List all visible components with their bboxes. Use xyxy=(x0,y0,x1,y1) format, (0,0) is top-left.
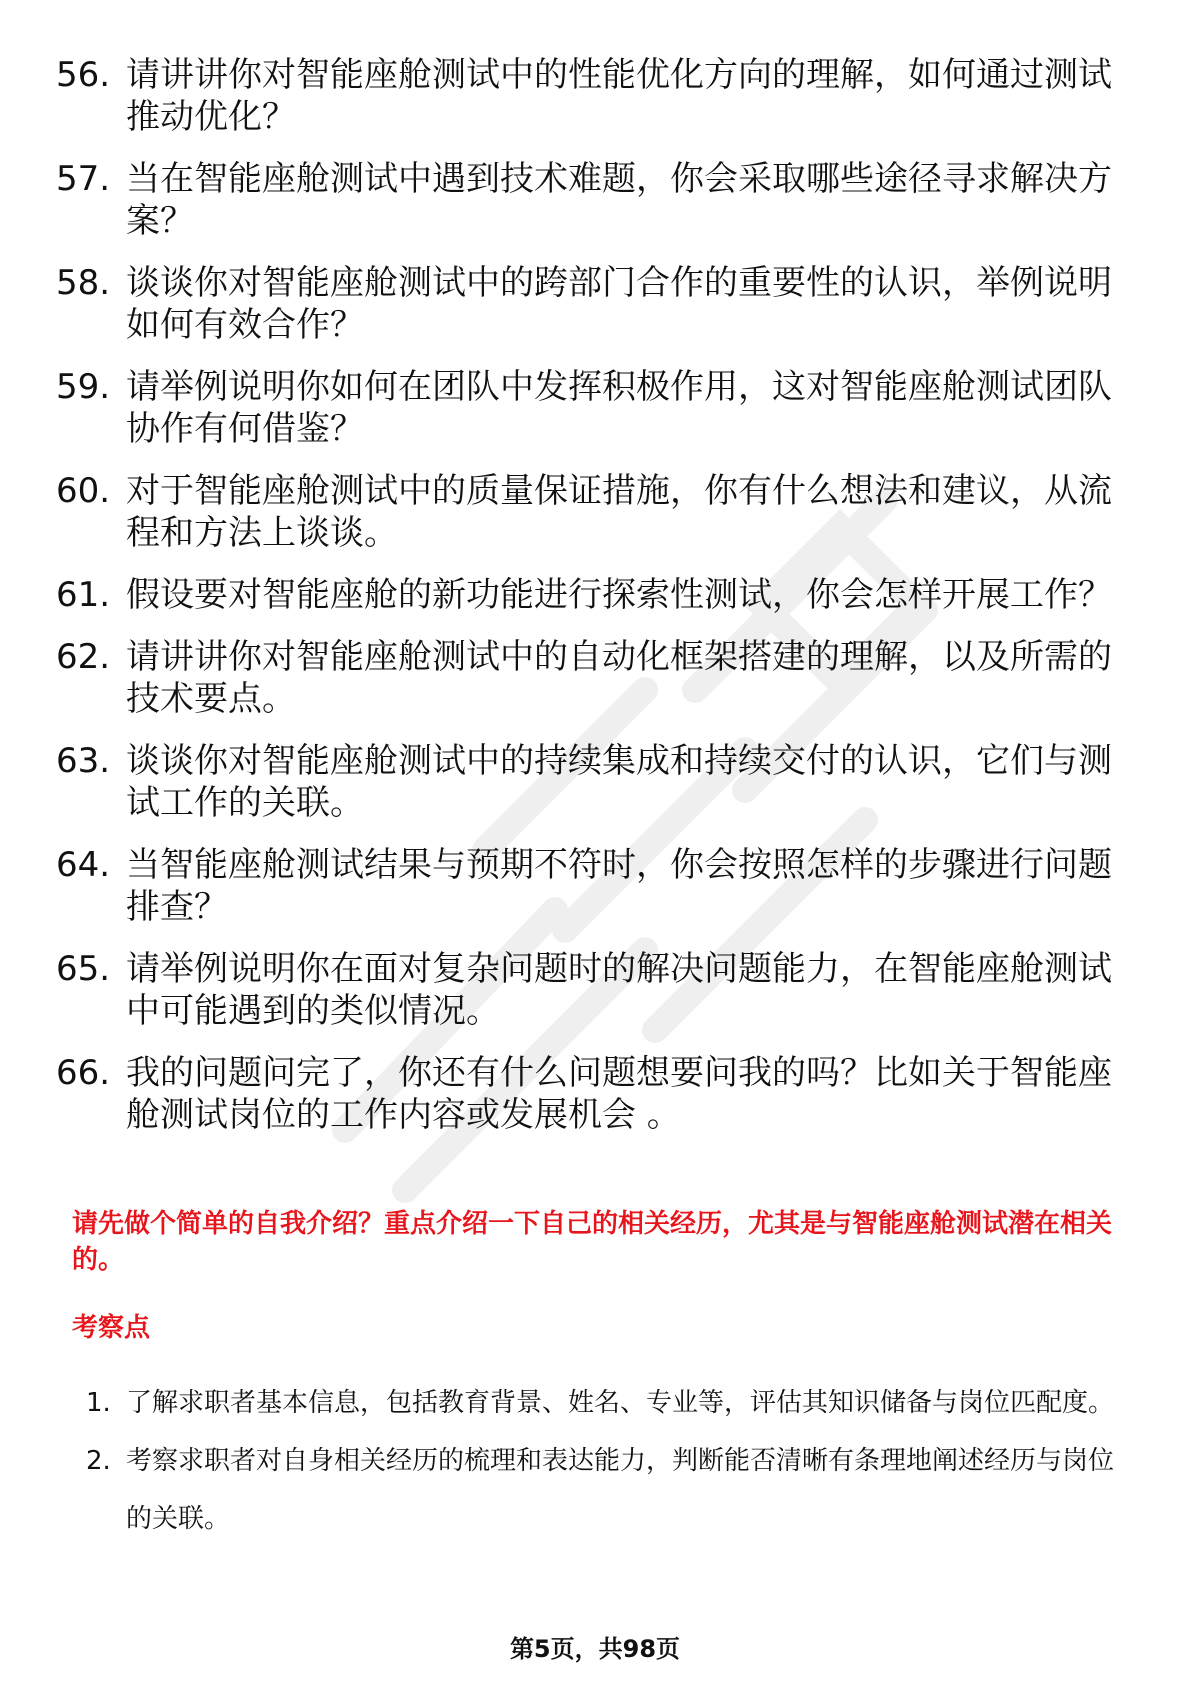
question-number: 60. xyxy=(56,471,111,511)
highlight-question: 请先做个简单的自我介绍？重点介绍一下自己的相关经历，尤其是与智能座舱测试潜在相关的。 xyxy=(72,1209,1113,1275)
question-item xyxy=(56,948,1116,1032)
question-text: 请讲讲你对智能座舱测试中的自动化框架搭建的理解，以及所需的技术要点。 xyxy=(126,637,1112,719)
assessment-point xyxy=(82,1432,1122,1548)
question-item xyxy=(56,574,1116,616)
question-number: 59. xyxy=(56,367,111,407)
question-item xyxy=(56,158,1116,242)
point-text: 考察求职者对自身相关经历的梳理和表达能力，判断能否清晰有条理地阐述经历与岗位的关联。 xyxy=(126,1446,1115,1534)
question-number: 56. xyxy=(56,55,111,95)
question-item xyxy=(56,844,1116,928)
point-number: 2. xyxy=(86,1446,111,1476)
question-item xyxy=(56,366,1116,450)
question-text: 请讲讲你对智能座舱测试中的性能优化方向的理解，如何通过测试推动优化？ xyxy=(126,55,1112,137)
question-number: 57. xyxy=(56,159,111,199)
question-number: 66. xyxy=(56,1053,111,1093)
question-text: 谈谈你对智能座舱测试中的持续集成和持续交付的认识，它们与测试工作的关联。 xyxy=(126,741,1112,823)
section-heading: 考察点 xyxy=(72,1313,151,1343)
assessment-point xyxy=(82,1374,1122,1432)
question-text: 我的问题问完了，你还有什么问题想要问我的吗？比如关于智能座舱测试岗位的工作内容或发展机会 。 xyxy=(126,1053,1112,1135)
question-number: 64. xyxy=(56,845,111,885)
question-item xyxy=(56,262,1116,346)
question-list xyxy=(56,54,1116,1156)
question-text: 假设要对智能座舱的新功能进行探索性测试，你会怎样开展工作？ xyxy=(126,575,1112,615)
question-text: 对于智能座舱测试中的质量保证措施，你有什么想法和建议，从流程和方法上谈谈。 xyxy=(126,471,1112,553)
question-number: 65. xyxy=(56,949,111,989)
question-item xyxy=(56,470,1116,554)
question-number: 61. xyxy=(56,575,111,615)
question-text: 当智能座舱测试结果与预期不符时，你会按照怎样的步骤进行问题排查？ xyxy=(126,845,1112,927)
page-number-footer: 第5页，共98页 xyxy=(509,1635,681,1663)
question-text: 请举例说明你在面对复杂问题时的解决问题能力，在智能座舱测试中可能遇到的类似情况。 xyxy=(126,949,1112,1031)
question-item xyxy=(56,740,1116,824)
point-number: 1. xyxy=(86,1388,111,1418)
question-number: 63. xyxy=(56,741,111,781)
question-item xyxy=(56,636,1116,720)
point-text: 了解求职者基本信息，包括教育背景、姓名、专业等，评估其知识储备与岗位匹配度。 xyxy=(126,1388,1115,1418)
question-item xyxy=(56,54,1116,138)
question-text: 请举例说明你如何在团队中发挥积极作用，这对智能座舱测试团队协作有何借鉴？ xyxy=(126,367,1112,449)
question-item xyxy=(56,1052,1116,1136)
question-text: 谈谈你对智能座舱测试中的跨部门合作的重要性的认识，举例说明如何有效合作？ xyxy=(126,263,1112,345)
question-number: 58. xyxy=(56,263,111,303)
assessment-points-list xyxy=(82,1374,1122,1548)
question-text: 当在智能座舱测试中遇到技术难题，你会采取哪些途径寻求解决方案？ xyxy=(126,159,1112,241)
question-number: 62. xyxy=(56,637,111,677)
